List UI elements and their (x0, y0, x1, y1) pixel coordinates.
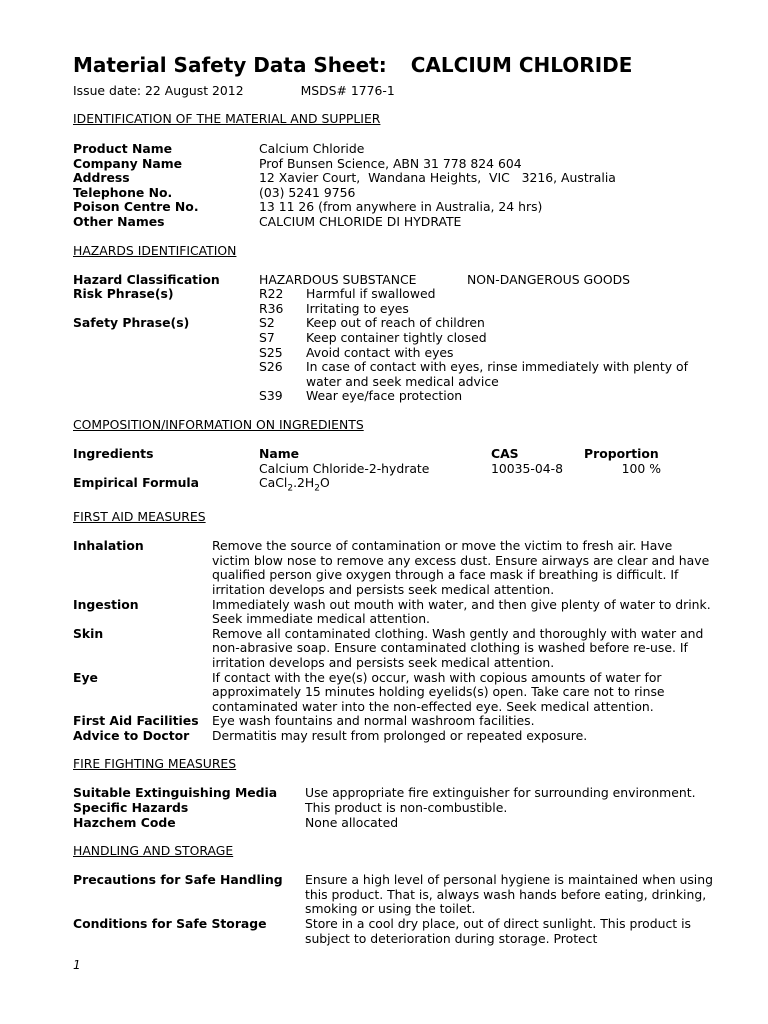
ingredients-label: Ingredients (73, 445, 154, 461)
dangerous-goods-status: NON-DANGEROUS GOODS (467, 271, 631, 287)
msds-page (73, 52, 713, 946)
row-label: Eye (73, 669, 98, 685)
first-aid-row (73, 627, 713, 671)
row-value: Ensure a high level of personal hygiene is maintained when using this product. That is, always wash hands before eating, drinking, smoking or using the toilet. (305, 872, 713, 917)
identification-row (73, 142, 713, 157)
fire-fighting-row (73, 816, 713, 831)
phrase-text: Irritating to eyes (306, 300, 409, 316)
row-label: Advice to Doctor (73, 727, 190, 743)
row-label: Company Name (73, 155, 183, 171)
title-substance: CALCIUM CHLORIDE (410, 53, 633, 77)
row-value: Use appropriate fire extinguisher for surrounding environment. (305, 785, 696, 801)
column-name-header: Name (259, 445, 300, 461)
first-aid-row (73, 598, 713, 627)
row-value: (03) 5241 9756 (259, 184, 356, 200)
phrase-text: Harmful if swallowed (306, 286, 436, 302)
row-label: Conditions for Safe Storage (73, 916, 267, 932)
phrase-code: S2 (259, 315, 275, 331)
safety-phrase-row (73, 331, 713, 346)
title-main: Material Safety Data Sheet: (73, 53, 387, 77)
hazard-classification-row (73, 273, 713, 288)
identification-row (73, 200, 713, 215)
identification-row (73, 157, 713, 172)
first-aid-row (73, 729, 713, 744)
row-value: Remove the source of contamination or move the victim to fresh air. Have victim blow nose to remove any excess dust. Ensure airways are clear and have qualified person give oxygen through a face mask if breathing is difficult. If irritation develops and persists seek medical attention. (212, 538, 710, 597)
row-value: CALCIUM CHLORIDE DI HYDRATE (259, 213, 462, 229)
section-heading-handling: HANDLING AND STORAGE (73, 843, 234, 859)
row-value: Calcium Chloride (259, 141, 365, 156)
safety-phrase-row (73, 389, 713, 404)
first-aid-row (73, 714, 713, 729)
first-aid-row (73, 671, 713, 715)
identification-row (73, 215, 713, 230)
handling-row (73, 873, 713, 917)
row-label: Hazchem Code (73, 814, 176, 830)
msds-number: MSDS# 1776-1 (300, 83, 395, 98)
ingredient-name: Calcium Chloride-2-hydrate (259, 460, 430, 476)
phrase-code: S39 (259, 388, 283, 404)
safety-phrases-label: Safety Phrase(s) (73, 315, 190, 331)
risk-phrases-label: Risk Phrase(s) (73, 286, 174, 302)
phrase-code: S25 (259, 344, 283, 360)
risk-phrase-row (73, 287, 713, 302)
phrase-text: Keep container tightly closed (306, 329, 487, 345)
identification-table (73, 142, 713, 230)
issue-meta (73, 83, 713, 99)
hazard-classification-value: HAZARDOUS SUBSTANCE (259, 271, 417, 287)
phrase-code: R36 (259, 300, 284, 316)
row-label: Ingestion (73, 596, 139, 612)
row-label: First Aid Facilities (73, 713, 199, 729)
row-label: Inhalation (73, 538, 144, 554)
row-label: Product Name (73, 141, 173, 156)
empirical-formula-row (73, 476, 713, 496)
row-value: 13 11 26 (from anywhere in Australia, 24 hrs) (259, 199, 543, 215)
risk-phrase-row (73, 302, 713, 317)
column-proportion-header: Proportion (584, 445, 659, 461)
composition-table (73, 447, 713, 496)
identification-row (73, 171, 713, 186)
page-number: 1 (73, 958, 81, 972)
section-heading-hazards: HAZARDS IDENTIFICATION (73, 242, 237, 258)
row-label: Specific Hazards (73, 800, 189, 816)
safety-phrase-row (73, 316, 713, 331)
phrase-code: S26 (259, 359, 283, 375)
document-title (73, 52, 713, 78)
phrase-text: Avoid contact with eyes (306, 344, 454, 360)
identification-row (73, 186, 713, 201)
hazards-table (73, 273, 713, 404)
phrase-text: Keep out of reach of children (306, 315, 485, 331)
row-value: Store in a cool dry place, out of direct sunlight. This product is subject to deterioration during storage. Protect (305, 916, 691, 946)
section-heading-composition: COMPOSITION/INFORMATION ON INGREDIENTS (73, 416, 364, 432)
ingredient-proportion: 100 % (621, 460, 661, 476)
ingredient-cas: 10035-04-8 (491, 460, 564, 476)
row-label: Telephone No. (73, 184, 173, 200)
section-heading-identification: IDENTIFICATION OF THE MATERIAL AND SUPPLIER (73, 111, 381, 126)
row-value: Immediately wash out mouth with water, and then give plenty of water to drink. Seek immediate medical attention. (212, 596, 711, 627)
column-cas-header: CAS (491, 445, 519, 461)
row-label: Address (73, 170, 130, 186)
section-heading-fire-fighting: FIRE FIGHTING MEASURES (73, 756, 237, 772)
row-value: Prof Bunsen Science, ABN 31 778 824 604 (259, 155, 522, 171)
fire-fighting-row (73, 801, 713, 816)
handling-row (73, 917, 713, 946)
empirical-formula-label: Empirical Formula (73, 475, 200, 491)
row-value: 12 Xavier Court, Wandana Heights, VIC 3216, Australia (259, 170, 616, 186)
row-value: Eye wash fountains and normal washroom facilities. (212, 713, 535, 729)
row-value: Remove all contaminated clothing. Wash gently and thoroughly with water and non-abrasive soap. Ensure contaminated clothing is washed before re-use. If irritation develops and persists seek medical attention. (212, 625, 704, 670)
phrase-text: In case of contact with eyes, rinse immediately with plenty of water and seek medical advice (306, 359, 688, 389)
row-label: Precautions for Safe Handling (73, 872, 283, 888)
ingredient-row (73, 462, 713, 477)
first-aid-row (73, 539, 713, 597)
phrase-code: S7 (259, 329, 275, 345)
row-value: If contact with the eye(s) occur, wash with copious amounts of water for approximately 15 minutes holding eyelids(s) open. Take care not to rinse contaminated water into the non-effected eye. Seek medical attention. (212, 669, 665, 714)
phrase-text: Wear eye/face protection (306, 388, 463, 404)
safety-phrase-row (73, 360, 713, 389)
row-label: Suitable Extinguishing Media (73, 785, 278, 801)
row-label: Skin (73, 625, 104, 641)
fire-fighting-row (73, 786, 713, 801)
first-aid-table (73, 539, 713, 743)
row-value: None allocated (305, 814, 399, 830)
issue-date: Issue date: 22 August 2012 (73, 83, 244, 98)
ingredients-header-row (73, 447, 713, 462)
safety-phrase-row (73, 346, 713, 361)
handling-table (73, 873, 713, 946)
hazard-classification-label: Hazard Classification (73, 271, 220, 287)
row-label: Other Names (73, 213, 165, 229)
empirical-formula: $CaCl_2.2H_2O$ (259, 475, 330, 494)
row-label: Poison Centre No. (73, 199, 199, 215)
phrase-code: R22 (259, 286, 284, 302)
section-heading-first-aid: FIRST AID MEASURES (73, 509, 206, 525)
row-value: Dermatitis may result from prolonged or repeated exposure. (212, 727, 588, 743)
row-value: This product is non-combustible. (305, 800, 508, 816)
fire-fighting-table (73, 786, 713, 830)
